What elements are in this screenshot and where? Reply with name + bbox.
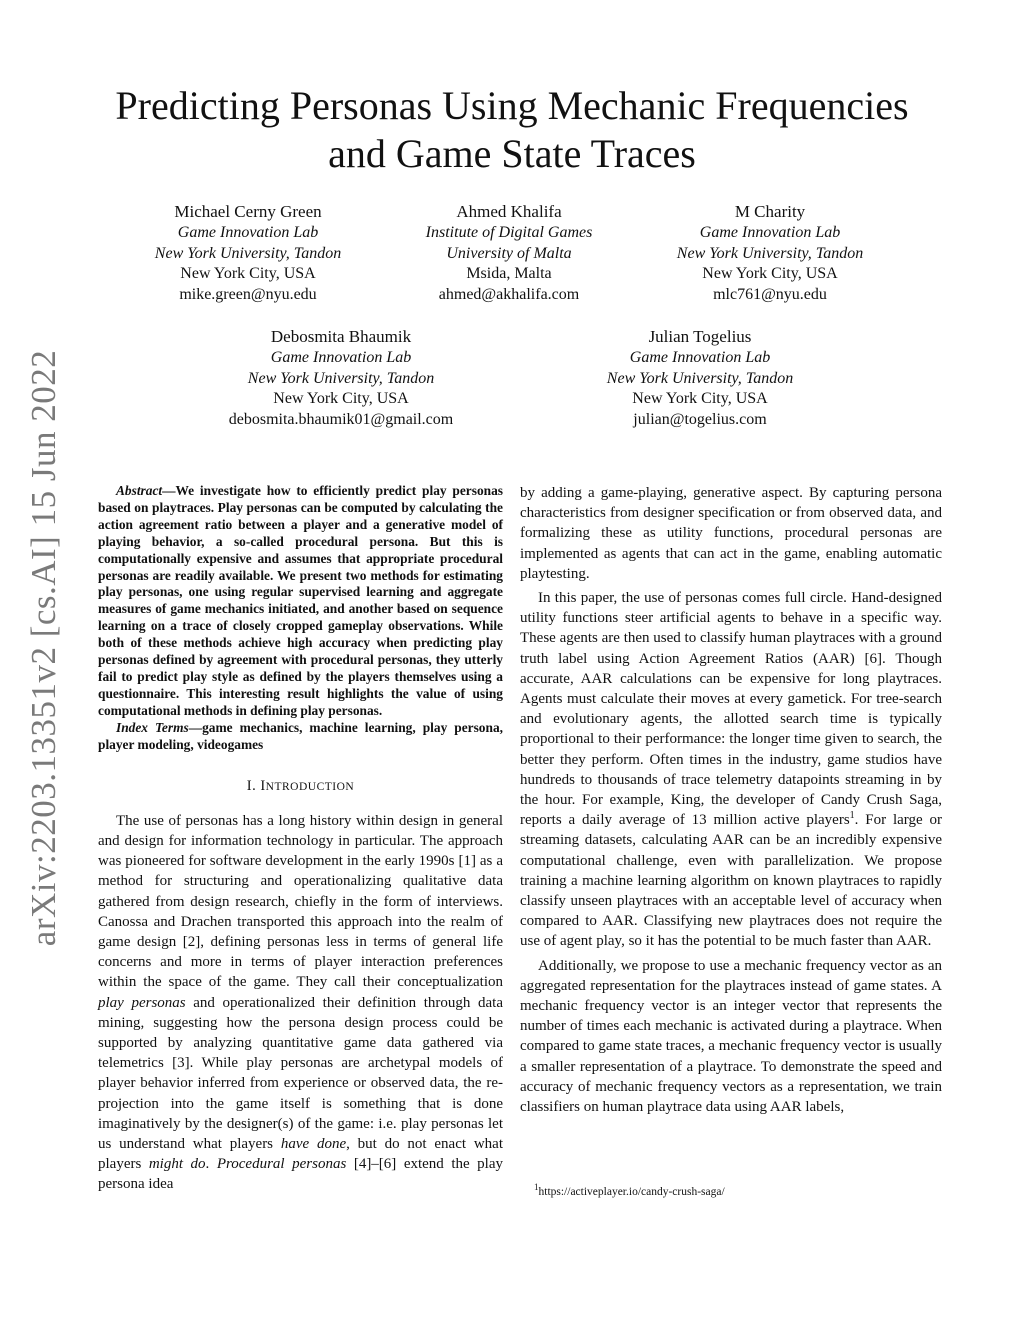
- intro-text: [4]–[6] extend the play persona idea: [98, 1156, 504, 1193]
- abstract-text: We investigate how to efficiently predict play personas based on playtraces. Play personas can be computed by calculating the action agreement ratio between a player and a generative model of playing behavior, a so-called procedural persona. But this is computationally expensive and assumes that appropriate procedural personas are readily available. We present two methods for estimating play personas, one using regular supervised learning and aggregate measures of game mechanics initiated, and another based on sequence learning on a trace of closely cropped gameplay observations. While both of these methods achieve high accuracy when predicting play personas defined by agreement with procedural personas, they utterly fail to predict play style as defined by the players themselves using a questionnaire. This interesting result highlights the value of using computational methods in defining play personas.: [98, 483, 503, 718]
- title-line-1: Predicting Personas Using Mechanic Frequencies: [115, 83, 909, 128]
- intro-emphasis: have done: [280, 1135, 347, 1152]
- index-terms: [98, 720, 503, 754]
- author-email: julian@togelius.com: [633, 411, 767, 429]
- intro-text: .: [205, 1156, 217, 1173]
- index-terms-label: Index Terms: [116, 719, 189, 735]
- author-dept: Game Innovation Lab: [629, 348, 771, 366]
- body-text: . For large or streaming datasets, calculating AAR can be an incredibly expensive computational challenge, even with parallelization. We propose training a machine learning algorithm on known playtraces to rapidly classify unseen playtraces with an acceptable level of accuracy when compared to AAR. Classifying new playtraces does not require the use of agent play, so it has the potential to be much faster than AAR.: [520, 812, 943, 950]
- footnote-marker: 1: [849, 810, 855, 822]
- author-dept: Game Innovation Lab: [177, 223, 319, 241]
- section-numeral: I. I: [246, 777, 266, 794]
- paper-title: [80, 82, 944, 178]
- right-column: [520, 483, 942, 1117]
- author-institution: New York University, Tandon: [154, 244, 342, 262]
- author-city: New York City, USA: [180, 265, 316, 283]
- author-name: Debosmita Bhaumik: [270, 327, 412, 346]
- footnote-mark: 1: [534, 1182, 539, 1193]
- author-block: [128, 202, 368, 306]
- section-heading-introduction: [98, 776, 503, 797]
- body-paragraph: by adding a game-playing, generative aspect. By capturing persona characteristics from designer specification or from observed data, and formalizing these as utility functions, procedural personas are implemented as agents that can act in the game, enabling automatic playtesting.: [520, 485, 942, 582]
- body-paragraph: Additionally, we propose to use a mechanic frequency vector as an aggregated representation for the playtraces instead of game states. A mechanic frequency vector is an integer vector that represents the number of times each mechanic is activated during a playtrace. When compared to game state traces, a mechanic frequency vector is usually a smaller representation of a playtrace. To demonstrate the speed and accuracy of mechanic frequency vectors as a representation, we train classifiers on human playtrace data using AAR labels,: [520, 957, 942, 1116]
- author-city: Msida, Malta: [466, 265, 552, 283]
- author-dept: Game Innovation Lab: [699, 223, 841, 241]
- author-institution: New York University, Tandon: [676, 244, 864, 262]
- author-name: Julian Togelius: [648, 327, 752, 346]
- intro-emphasis: might do: [148, 1156, 206, 1173]
- author-institution: New York University, Tandon: [247, 369, 435, 387]
- abstract-label: Abstract: [116, 483, 163, 498]
- author-city: New York City, USA: [702, 265, 838, 283]
- footnote: [534, 1182, 725, 1198]
- intro-emphasis: play personas: [98, 994, 186, 1011]
- author-block: [650, 202, 890, 306]
- author-institution: New York University, Tandon: [606, 369, 794, 387]
- author-name: M Charity: [734, 202, 806, 221]
- author-city: New York City, USA: [273, 390, 409, 408]
- intro-emphasis: Procedural personas: [216, 1156, 347, 1173]
- author-city: New York City, USA: [632, 390, 768, 408]
- author-institution: University of Malta: [446, 244, 572, 262]
- abstract: [98, 483, 503, 720]
- author-email: mlc761@nyu.edu: [713, 286, 827, 304]
- author-name: Michael Cerny Green: [174, 202, 322, 221]
- abstract-dash: —: [162, 483, 176, 498]
- author-block: [389, 202, 629, 306]
- author-email: ahmed@akhalifa.com: [438, 286, 580, 304]
- intro-text: and operationalized their definition through data mining, suggesting how the persona design process could be supported by analyzing quantitative game data gathered via telemetrics [3]. While play personas are archetypal models of player behavior inferred from experience or observed data, the re-projection into the game itself is something that is done imaginatively by the designer(s) of the game: i.e. play personas let us understand what players: [98, 994, 503, 1152]
- author-dept: Game Innovation Lab: [270, 348, 412, 366]
- footnote-url[interactable]: https://activeplayer.io/candy-crush-saga/: [538, 1186, 725, 1198]
- index-terms-text: game mechanics, machine learning, play persona, player modeling, videogames: [98, 719, 503, 752]
- author-name: Ahmed Khalifa: [456, 202, 562, 221]
- intro-text: The use of personas has a long history within design in general and design for information technology in particular. The approach was pioneered for software development in the early 1990s [1] as a method for structuring and operationalizing qualitative data gathered from design research, chiefly in the form of interviews. Canossa and Drachen transported this approach into the realm of game design [2], defining personas less in terms of general life concerns and more in terms of player interaction preferences within the space of the game. They call their conceptualization: [98, 812, 503, 991]
- author-block: [580, 327, 820, 431]
- intro-text: , but do not enact what players: [98, 1135, 503, 1173]
- section-title-rest: NTRODUCTION: [265, 780, 355, 793]
- author-email: mike.green@nyu.edu: [179, 286, 317, 304]
- author-block: [211, 327, 471, 431]
- left-column: [98, 483, 503, 1195]
- body-text: In this paper, the use of personas comes full circle. Hand-designed utility functions steer artificial agents to behave in a specific way. These agents are then used to classify human playtraces with a ground truth label using Action Agreement Ratios (AAR) [6]. Though accurate, AAR calculations can be expensive for long playtraces. Agents must calculate their moves at every gametick. For tree-search and evolutionary agents, the allotted search time is typically proportional to their performance: the longer time given to search, the better they perform. Often times in the industry, game studios have hundreds to thousands of trace telemetry datapoints streaming in by the hour. For example, King, the developer of Candy Crush Saga, reports a daily average of 13 million active players: [520, 590, 942, 829]
- author-email: debosmita.bhaumik01@gmail.com: [228, 411, 454, 429]
- arxiv-identifier-text: arXiv:2203.13351v2 [cs.AI] 15 Jun 2022: [24, 349, 63, 947]
- title-line-2: and Game State Traces: [328, 131, 696, 176]
- index-terms-dash: —: [188, 719, 203, 735]
- body-paragraph: [520, 588, 942, 952]
- author-dept: Institute of Digital Games: [425, 223, 593, 241]
- intro-paragraph: [98, 811, 503, 1195]
